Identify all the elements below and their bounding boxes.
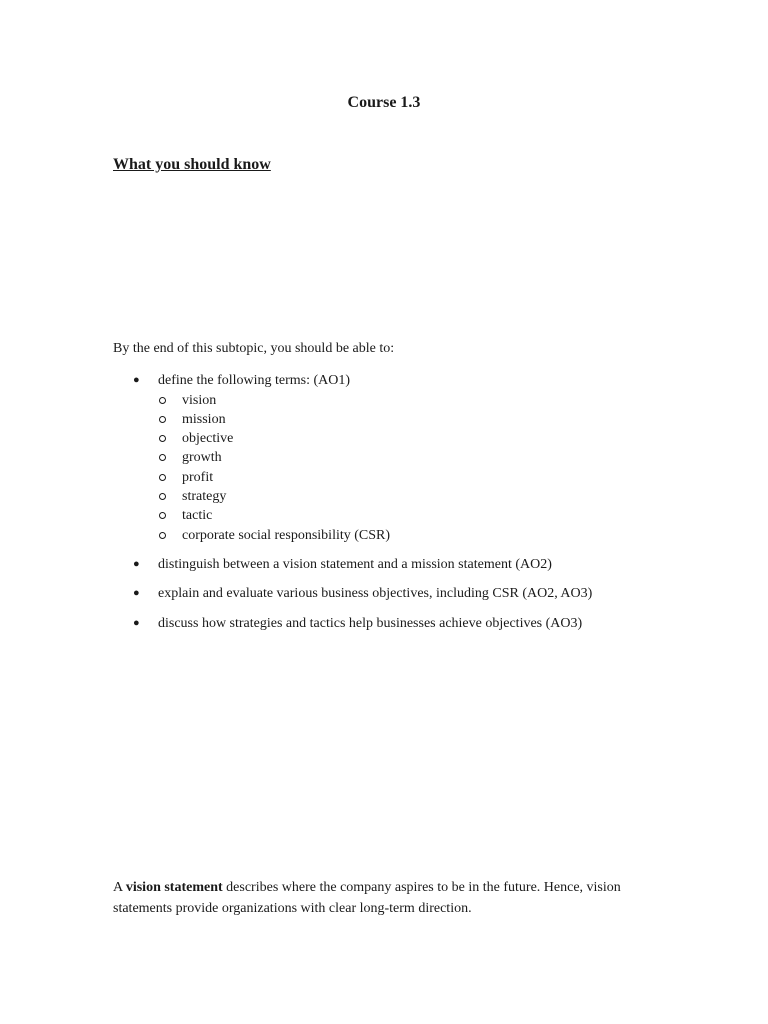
outcome-text: discuss how strategies and tactics help businesses achieve objectives (AO3) [158,615,583,631]
bullet-icon: ● [133,557,140,570]
circle-bullet-icon [159,493,166,500]
learning-outcome [113,555,673,575]
vision-statement-paragraph [113,877,653,919]
term-item [158,487,673,506]
term-text: vision [182,392,217,408]
outcome-text: distinguish between a vision statement and a mission statement (AO2) [158,556,552,572]
section-heading: What you should know [113,156,271,173]
term-text: tactic [182,508,213,524]
term-text: growth [182,450,222,466]
term-text: mission [182,411,226,427]
learning-outcome [113,584,673,604]
term-item [158,410,673,429]
term-item [158,506,673,525]
circle-bullet-icon [159,416,166,423]
term-text: profit [182,469,214,485]
circle-bullet-icon [159,397,166,404]
outcome-text: define the following terms: (AO1) [158,373,351,388]
term-item [158,448,673,467]
bullet-icon: ● [133,374,140,386]
course-title: Course 1.3 [347,94,421,111]
bullet-icon: ● [133,616,140,629]
term-item [158,468,673,487]
circle-bullet-icon [159,474,166,481]
paragraph-prefix: A [113,880,126,895]
circle-bullet-icon [159,532,166,539]
intro-text: By the end of this subtopic, you should be able to: [113,341,395,356]
terms-list [158,391,673,545]
outcome-text: explain and evaluate various business objectives, including CSR (AO2, AO3) [158,586,593,602]
learning-outcome [113,371,673,545]
circle-bullet-icon [159,435,166,442]
paragraph-body: describes where the company aspires to be in the future. Hence, vision statements provide organizations with clear long-term direction. [113,880,621,916]
bullet-icon: ● [133,587,140,600]
term-text: strategy [182,488,227,504]
vision-statement-term: vision statement [125,880,223,895]
circle-bullet-icon [159,454,166,461]
learning-outcomes-list [113,371,673,633]
learning-outcome [113,614,673,634]
term-text: corporate social responsibility (CSR) [182,527,391,543]
term-item [158,526,673,545]
term-text: objective [182,431,234,447]
circle-bullet-icon [159,512,166,519]
term-item [158,429,673,448]
term-item [158,391,673,410]
